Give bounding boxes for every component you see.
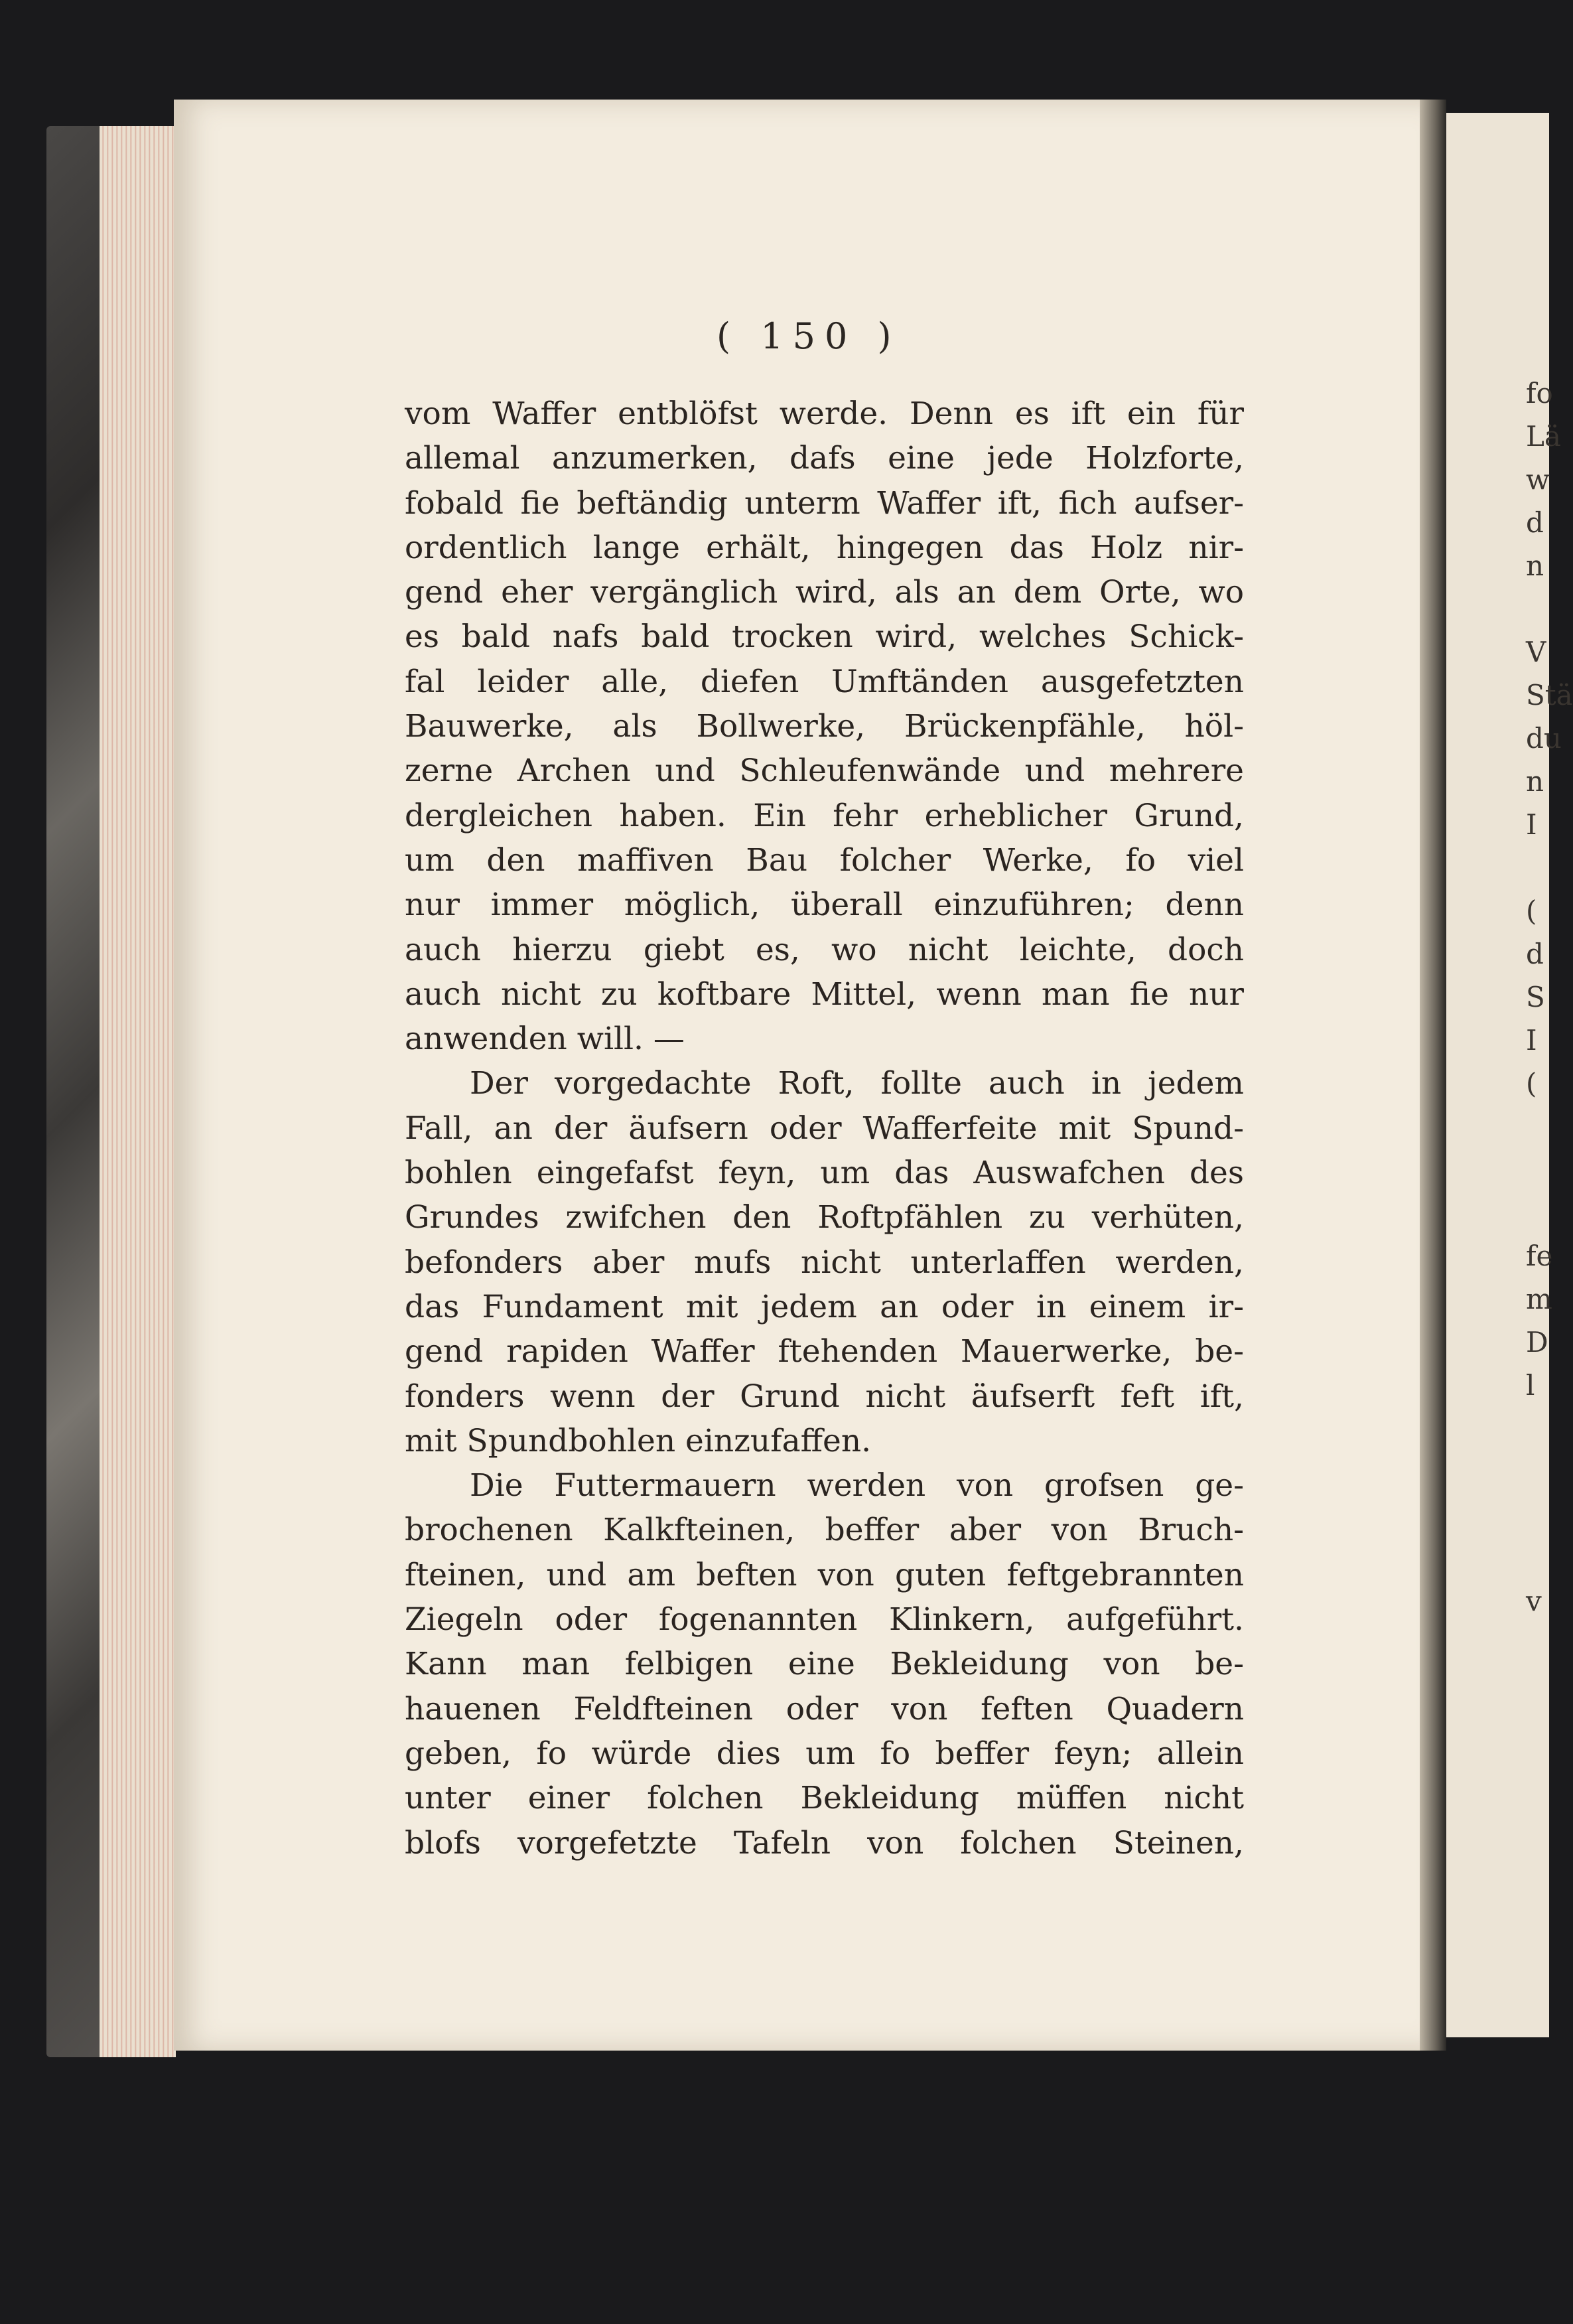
text-line: blofs vorgefetzte Tafeln von folchen Steinen, [405,1824,1244,1861]
body-text [405,392,1244,1865]
text-line: unter einer folchen Bekleidung müffen nicht [405,1780,1244,1817]
text-line: brochenen Kalkfteinen, beffer aber von Bruch- [405,1512,1244,1549]
text-line: fobald fie beftändig unterm Waffer ift, fich aufser- [405,484,1244,522]
text-line: mit Spundbohlen einzufaffen. [405,1422,872,1459]
text-line: Der vorgedachte Roft, follte auch in jedem [470,1065,1244,1102]
text-line: anwenden will. — [405,1021,685,1058]
text-line: zerne Archen und Schleufenwände und mehrere [405,753,1244,790]
text-line: Kann man felbigen eine Bekleidung von be- [405,1646,1244,1683]
text-line: um den maffiven Bau folcher Werke, fo viel [405,841,1244,879]
book-gutter [1420,100,1446,2051]
text-line: es bald nafs bald trocken wird, welches Schick- [405,618,1244,656]
text-line: fal leider alle, diefen Umftänden ausgefetzten [405,663,1244,700]
text-line: geben, fo würde dies um fo beffer feyn; allein [405,1735,1244,1772]
text-line: dergleichen haben. Ein fehr erheblicher Grund, [405,797,1244,834]
text-line: fteinen, und am beften von guten feftgebrannten [405,1556,1244,1593]
text-line: das Fundament mit jedem an oder in einem ir- [405,1288,1244,1325]
text-line: fonders wenn der Grund nicht äufserft feft ift, [405,1378,1244,1415]
text-line: Ziegeln oder fogenannten Klinkern, aufgeführt. [405,1601,1244,1638]
text-line: Bauwerke, als Bollwerke, Brückenpfähle, höl- [405,708,1244,745]
right-page-text-fragments: fo Lä w d n V Stä du n I ( d S I ( fe m D l v [1526,377,1573,1617]
page-edges [100,126,176,2057]
text-line: vom Waffer entblöfst werde. Denn es ift ein für [405,396,1244,432]
text-line: befonders aber mufs nicht unterlaffen werden, [405,1244,1244,1281]
text-line: hauenen Feldfteinen oder von feften Quadern [405,1690,1244,1727]
text-line: Fall, an der äufsern oder Wafferfeite mit Spund- [405,1110,1244,1147]
text-line: auch nicht zu koftbare Mittel, wenn man fie nur [405,976,1244,1013]
text-line: nur immer möglich, überall einzuführen; denn [405,887,1244,924]
text-line: auch hierzu giebt es, wo nicht leichte, doch [405,931,1244,968]
text-line: ordentlich lange erhält, hingegen das Holz nir- [405,529,1244,566]
page-number: ( 150 ) [717,315,901,357]
text-line: gend rapiden Waffer ftehenden Mauerwerke, be- [405,1333,1244,1370]
text-line: allemal anzumerken, dafs eine jede Holzforte, [405,440,1244,477]
text-line: gend eher vergänglich wird, als an dem Orte, wo [405,574,1244,611]
text-line: Die Futtermauern werden von grofsen ge- [470,1467,1244,1504]
text-line: Grundes zwifchen den Roftpfählen zu verhüten, [405,1199,1244,1236]
text-line: bohlen eingefafst feyn, um das Auswafchen des [405,1155,1244,1192]
